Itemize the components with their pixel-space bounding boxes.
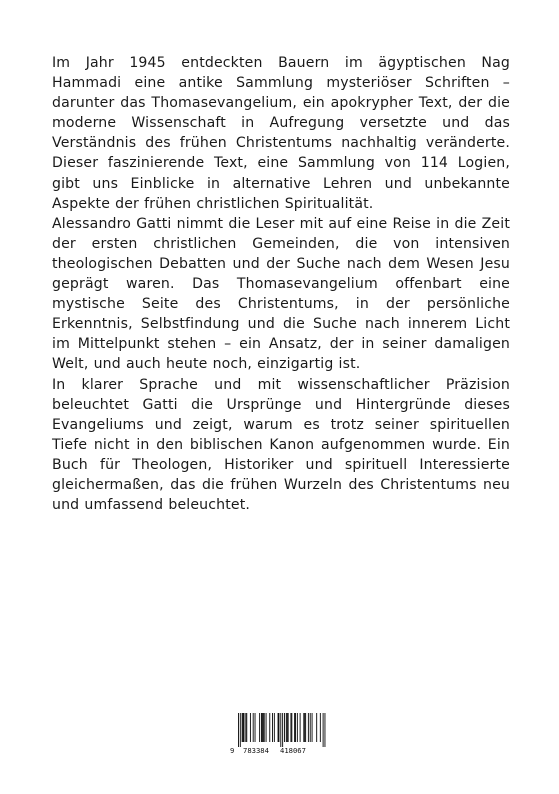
barcode-bar <box>278 713 279 742</box>
blurb-paragraph-2: Alessandro Gatti nimmt die Leser mit auf eine Reise in die Zeit der ersten christlichen Gemeinden, die von intensiven theologischen Debatten und der Suche nach dem Wesen Jesu geprägt waren. Das Thomasevangelium offenbart eine mystische Seite des Christentums, in der persönliche Erkenntnis, Selbstfindung und die Suche nach innerem Licht im Mittelpunkt stehen – ein Ansatz, der in seiner damaligen Welt, und auch heute noch, einzigartig ist. <box>52 215 510 373</box>
barcode-bar <box>272 713 273 742</box>
barcode-lead-digit: 9 <box>230 746 235 755</box>
barcode-bar <box>308 713 309 742</box>
barcode-bar <box>297 713 298 742</box>
barcode-bar <box>278 713 279 742</box>
barcode-number <box>230 746 330 756</box>
barcode-bar <box>246 713 247 742</box>
barcode-bar <box>304 713 305 742</box>
barcode-bar <box>286 713 287 742</box>
barcode-guard-bar <box>324 713 325 747</box>
barcode-bar <box>261 713 262 742</box>
barcode-bar <box>250 713 251 742</box>
barcode-bar <box>305 713 306 742</box>
barcode-bar <box>259 713 260 742</box>
barcode-bar <box>290 713 291 742</box>
barcode-bar <box>269 713 270 742</box>
barcode-bar <box>288 713 289 742</box>
barcode-bars <box>230 713 330 747</box>
barcode-bar <box>300 713 301 742</box>
barcode-bar <box>274 713 275 742</box>
barcode-bar <box>264 713 265 742</box>
blurb-text <box>52 53 510 515</box>
barcode-bar <box>253 713 254 742</box>
barcode-guard-bar <box>323 713 324 747</box>
barcode-bar <box>320 713 321 742</box>
barcode-bar <box>291 713 292 742</box>
barcode-guard-bar <box>282 713 283 747</box>
isbn-barcode <box>230 713 330 757</box>
barcode-bar <box>312 713 313 742</box>
barcode-bar <box>242 713 243 742</box>
barcode-bar <box>245 713 246 742</box>
barcode-bar <box>255 713 256 742</box>
barcode-bar <box>266 713 267 742</box>
barcode-bar <box>287 713 288 742</box>
barcode-right-digits: 418067 <box>280 746 306 755</box>
barcode-bar <box>243 713 244 742</box>
barcode-left-digits: 783384 <box>243 746 269 755</box>
barcode-bar <box>294 713 295 742</box>
barcode-bar <box>244 713 245 742</box>
barcode-bar <box>262 713 263 742</box>
barcode-bar <box>263 713 264 742</box>
blurb-paragraph-3: In klarer Sprache und mit wissenschaftlicher Präzision beleuchtet Gatti die Ursprünge und Hintergründe dieses Evangeliums und zeigt, warum es trotz seiner spirituellen Tiefe nicht in den biblischen Kanon aufgenommen wurde. Ein Buch für Theologen, Historiker und spirituell Interessierte gleichermaßen, das die frühen Wurzeln des Christentums neu und umfassend beleuchtet. <box>52 376 510 514</box>
barcode-bar <box>284 713 285 742</box>
barcode-bar <box>295 713 296 742</box>
barcode-bar <box>316 713 317 742</box>
barcode-guard-bar <box>240 713 241 747</box>
barcode-guard-bar <box>280 713 281 747</box>
blurb-paragraph-1: Im Jahr 1945 entdeckten Bauern im ägyptischen Nag Hammadi eine antike Sammlung mysteriöser Schriften – darunter das Thomasevangelium, ein apokrypher Text, der die moderne Wissenschaft in Aufregung versetzte und das Verständnis des frühen Christentums nachhaltig veränderte. Dieser faszinierende Text, eine Sammlung von 114 Logien, gibt uns Einblicke in alternative Lehren und unbekannte Aspekte der frühen christlichen Spiritualität. <box>52 55 510 212</box>
barcode-guard-bar <box>238 713 239 747</box>
barcode-bar <box>303 713 304 742</box>
barcode-bar <box>310 713 311 742</box>
